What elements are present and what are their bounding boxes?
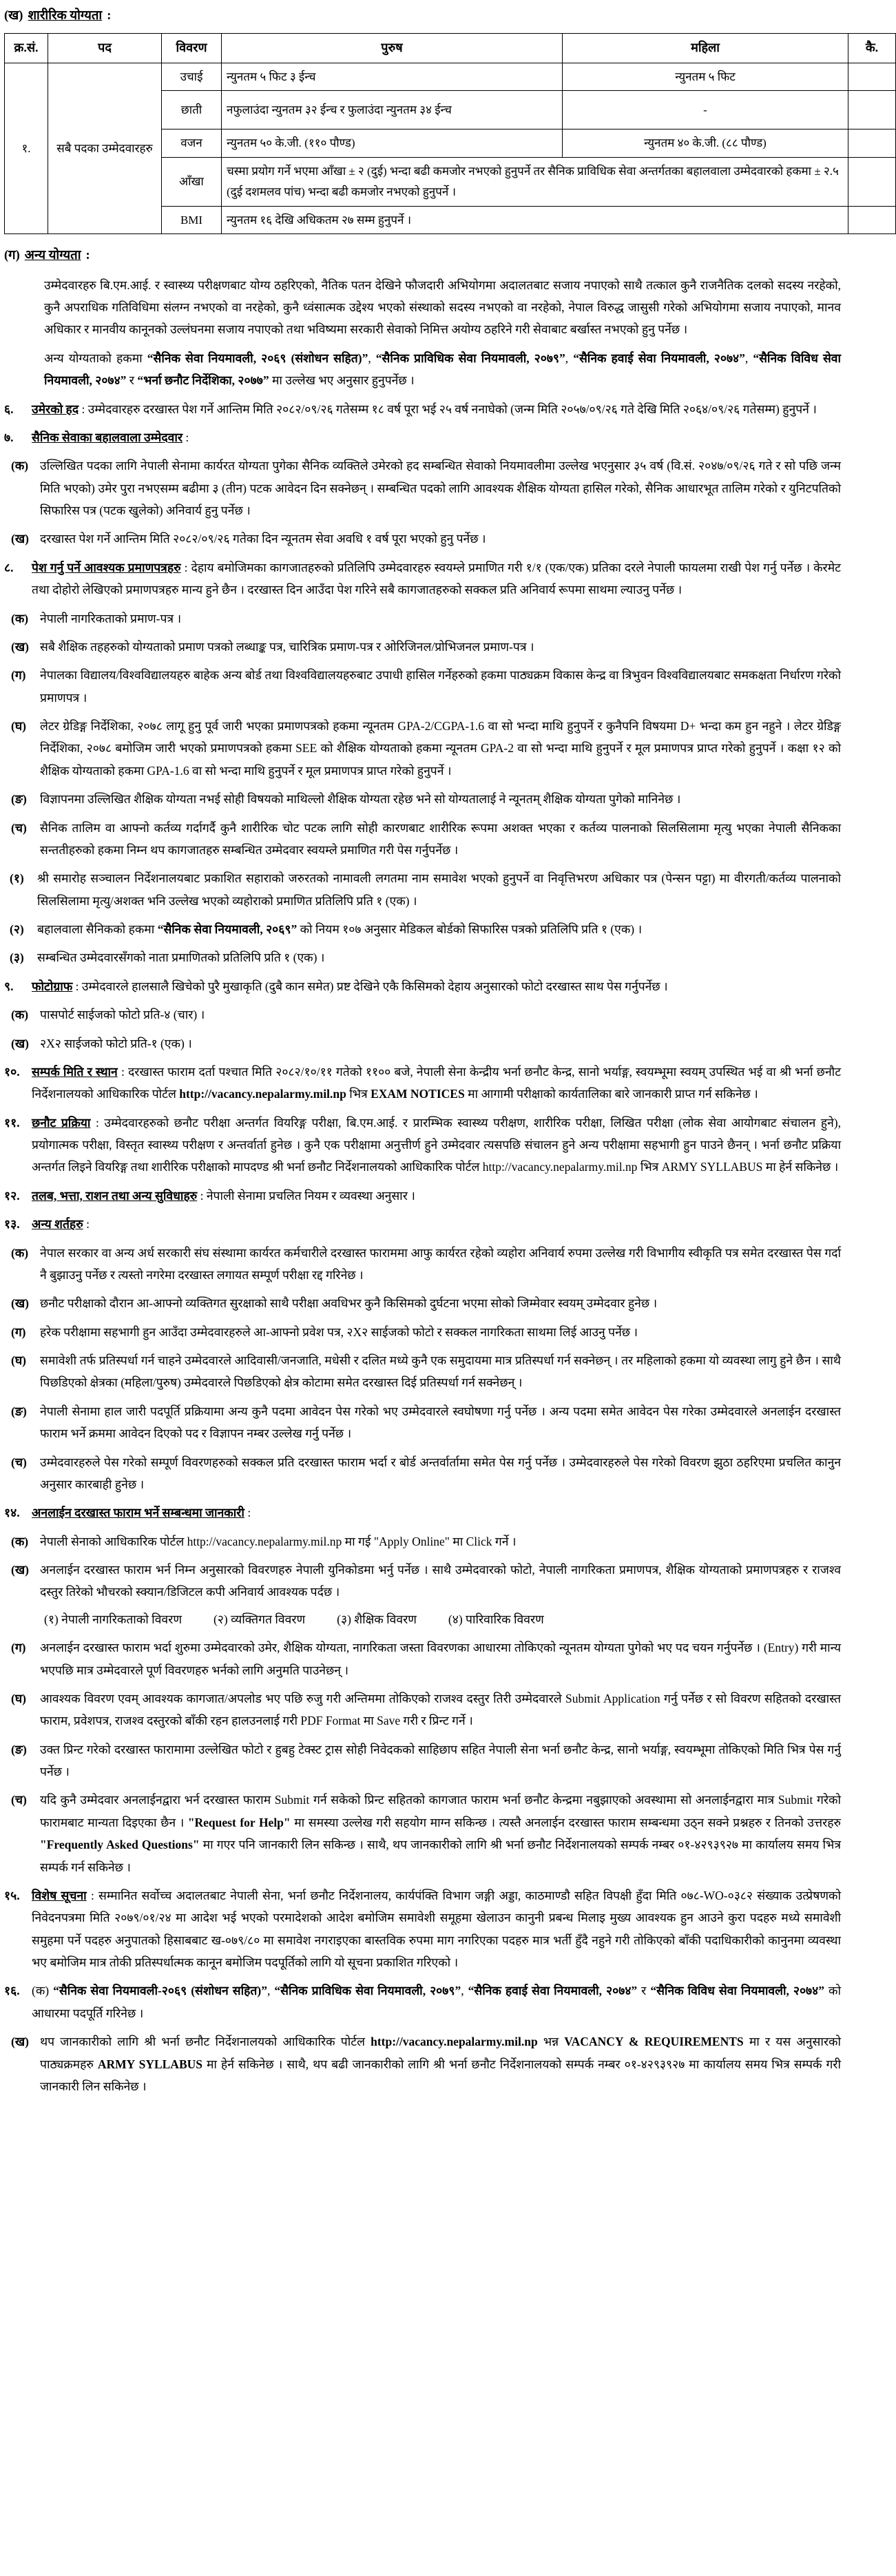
rule-prabidhik-2079: “सैनिक प्राविधिक सेवा नियमावली, २०७९” (375, 351, 565, 365)
section-title-other-qual: अन्य योग्यता (24, 249, 81, 263)
item-14-detail-list (44, 1608, 841, 1630)
cell-female-weight: न्युनतम ४० के.जी. (८८ पौण्ड) (563, 129, 848, 158)
item-14-sub-nga-text: उक्त प्रिन्ट गरेको दरखास्त फारामामा उल्लेखित फोटो र हुबहु टेक्स्ट ट्रास सोही निवेदकको साहिछाप सहित नेपाली सेना भर्ना छनौट केन्द्र, सानो भर्याङ्ग, स्वयम्भूमा तोकिएको मिति भित्र पेस गर्नु पर्नेछ । (40, 1742, 841, 1779)
section-heading-physical (4, 4, 841, 28)
item-15-colon: : (90, 1888, 94, 1902)
item-16-kha-pre: थप जानकारीको लागि श्री भर्ना छनौट निर्देशनालयको आधिकारिक पोर्टल (40, 2035, 371, 2049)
item-13-sub-nga-text: नेपाली सेनामा हाल जारी पदपूर्ति प्रक्रियामा अन्य कुनै पदमा आवेदन पेस गरेको भए उम्मेदवारले स्वघोषणा गर्नु पर्नेछ । अन्य पदमा समेत आवेदन पेस गरेका उम्मेदवारले अनलाईन दरखास्त फाराम भर्ने क्रममा आवेदन दिएको पद र विज्ञापन नम्बर उल्लेख गर्नु पर्नेछ । (40, 1404, 841, 1441)
item-10-text-1: दरखास्त फाराम दर्ता पश्चात मिति २०८२/१०/११ गतेको ११०० बजे, नेपाली सेना केन्द्रीय भर्ना छनौट केन्द्र, सानो भर्याङ्ग, स्वयम्भूमा स्वयम् उपस्थित भई वा श्री भर्ना छनौट निर्देशनालयको आधिकारिक पोर्टल (32, 1064, 842, 1101)
item-10-colon: : (121, 1064, 125, 1079)
item-11-colon: : (95, 1115, 99, 1130)
rule16-bibidh: “सैनिक विविध सेवा नियमावली, २०७४” (650, 1984, 825, 1998)
item-8-sub-ga-label: (ग) (11, 668, 26, 683)
item-8-subsub-3 (0, 946, 841, 968)
faq-label[interactable]: "Frequently Asked Questions" (40, 1838, 200, 1852)
item-11-title: छनौट प्रक्रिया (32, 1115, 91, 1130)
cell-bmi-text: न्युनतम १६ देखि अधिकतम २७ सम्म हुनुपर्ने । (222, 206, 848, 234)
item-10-text-3: मा आगामी परीक्षाको कार्यतालिका बारे जानकारी प्राप्त गर्न सकिनेछ । (464, 1087, 758, 1101)
cell-eyes-text: चस्मा प्रयोग गर्ने भएमा आँखा ± २ (दुई) भन्दा बढी कमजोर नभएको हुनुपर्ने तर सैनिक प्राविधिक सेवा अन्तर्गतका बहालवाला उम्मेदवारको हकमा ± २.५ (दुई दशमलव पांच) भन्दा बढी कमजोर नभएको हुनुपर्ने । (222, 158, 848, 207)
item-7-number: ७. (4, 430, 14, 444)
r16-sep1: , (267, 1984, 275, 1998)
item-8-subsub-1-label: (१) (10, 871, 24, 886)
item-11-number: ११. (4, 1115, 20, 1130)
item-10-body (32, 1061, 841, 1105)
item-8-sub-ka (0, 607, 841, 630)
item-7-serving-candidates (0, 426, 841, 448)
section-colon-ga: : (85, 249, 90, 263)
para2-post: मा उल्लेख भए अनुसार हुनुपर्नेछ । (269, 373, 415, 388)
item-13-sub-kha (0, 1292, 841, 1314)
section-label-kha: (ख) (4, 9, 23, 23)
item-8-lead: देहाय बमोजिमका कागजातहरुको प्रतिलिपि उम्मेदवारहरु स्वयम्ले प्रमाणित गरी १/१ (एक/एक) प्रतिका दरले नेपाली फायलमा राखी पेश गर्नु पर्नेछ । केरमेट तथा दोहोरो लेखिएको प्रमाणपत्रहरु मान्य हुने छैन । दरखास्त दिन आउँदा पेश गरिने सबै कागजातहरुको सक्कल प्रति अनिवार्य रूपमा साथमा ल्याउनु पर्नेछ । (32, 560, 841, 597)
item-6-number: ६. (4, 402, 14, 416)
item-15-number: १५. (4, 1888, 20, 1902)
detail-personal: (२) व्यक्तिगत विवरण (213, 1612, 306, 1626)
r16-sep3: र (637, 1984, 651, 1998)
item-16-number: १६. (4, 1984, 20, 1998)
request-for-help-label[interactable]: "Request for Help" (187, 1815, 291, 1829)
cell-desc-height: उचाई (162, 63, 222, 91)
item-9-sub-kha (0, 1032, 841, 1055)
item-12-colon: : (200, 1188, 204, 1203)
item-7-sub-kha-label: (ख) (11, 532, 29, 546)
sep4: र (126, 373, 138, 388)
cell-female-chest: - (563, 91, 848, 129)
item-8-sub-kha-text: सबै शैक्षिक तहहरुको योग्यताको प्रमाण पत्रको लब्धाङ्क पत्र, चारित्रिक प्रमाण-पत्र र ओरिजिनल/प्रोभिजनल प्रमाण-पत्र । (40, 639, 534, 654)
item-6-colon: : (81, 402, 85, 416)
item-14-sub-nga-label: (ङ) (11, 1742, 27, 1756)
item-8-sub-ka-text: नेपाली नागरिकताको प्रमाण-पत्र । (40, 611, 182, 625)
item-14-online-application (0, 1502, 841, 1524)
rule16-hawai: “सैनिक हवाई सेवा नियमावली, २०७४” (468, 1984, 638, 1998)
item-14-number: १४. (4, 1506, 20, 1520)
section-colon: : (107, 9, 112, 23)
cell-desc-bmi: BMI (162, 206, 222, 234)
detail-citizenship: (१) नेपाली नागरिकताको विवरण (44, 1612, 182, 1626)
item-14-body (32, 1502, 841, 1524)
item-12-body (32, 1185, 841, 1207)
item-10-text-2: भित्र (346, 1087, 371, 1101)
cell-remark-chest (848, 91, 896, 129)
rule-sainik-sewa-2069: “सैनिक सेवा नियमावली, २०६९ (संशोधन सहित)” (147, 351, 368, 365)
item-9-lead: उम्मेदवारले हालसालै खिचेको पुरै मुखाकृति (दुबै कान समेत) प्रष्ट देखिने एकै किसिमको देहाय अनुसारको फोटो दरखास्त साथ पेस गर्नुपर्नेछ । (81, 979, 668, 993)
item-8-subsub-2-label: (२) (10, 922, 24, 937)
item-12-salary-benefits (0, 1185, 841, 1207)
item-13-sub-cha-label: (च) (11, 1455, 27, 1469)
item-8-sub-gha (0, 715, 841, 782)
item-13-sub-gha-text: समावेशी तर्फ प्रतिस्पर्धा गर्न चाहने उम्मेदवारले आदिवासी/जनजाति, मधेसी र दलित मध्ये कुनै एक समुदायमा मात्र प्रतिस्पर्धा गर्न सक्नेछन् । तर महिलाको हकमा यो व्यवस्था लागु हुने छैन । साथै पिछडिएको क्षेत्रका (महिला/पुरुष) उम्मेदवारले पिछडिएको क्षेत्र कोटामा समेत दरखास्त दिई प्रतिस्पर्धा गर्न सक्नेछन् । (40, 1353, 841, 1390)
item-14-cha-post: मा समस्या उल्लेख गरी सहयोग माग्न सकिन्छ । त्यस्तै अनलाईन दरखास्त फाराम सम्बन्धमा उठ्न सक्ने प्रश्नहरु र तिनको उत्तरहरु (290, 1815, 841, 1829)
cell-serial: १. (5, 63, 48, 234)
section-title-physical: शारीरिक योग्यता (28, 9, 103, 23)
cell-remark-weight (848, 129, 896, 158)
item-13-sub-nga-label: (ङ) (11, 1404, 27, 1418)
vacancy-portal-url-3[interactable]: http://vacancy.nepalarmy.mil.np (187, 1534, 342, 1548)
cell-female-height: न्युनतम ५ फिट (563, 63, 848, 91)
army-syllabus-label-2: ARMY SYLLABUS (97, 2057, 202, 2071)
vacancy-requirements-label: VACANCY & REQUIREMENTS (564, 2035, 744, 2049)
detail-family: (४) पारिवारिक विवरण (448, 1612, 544, 1626)
item-7-body (32, 426, 841, 448)
item-13-sub-kha-label: (ख) (11, 1296, 29, 1311)
item-10-title: सम्पर्क मिति र स्थान (32, 1064, 118, 1079)
item-8-body (32, 557, 841, 601)
item-10-contact-date-place (0, 1061, 841, 1105)
rule-bharna-chhanaut-2077: “भर्ना छनौट निर्देशिका, २०७७” (137, 373, 269, 388)
item-8-sub-nga (0, 788, 841, 810)
item-9-photograph (0, 975, 841, 997)
header-description: विवरण (162, 34, 222, 63)
item-16-kha-mid2: मा र यस अनुसारको पाठ्यक्रमहरु (40, 2035, 841, 2071)
cell-desc-chest: छाती (162, 91, 222, 129)
item-8-subsub-2-text (37, 918, 841, 940)
item-8-colon: : (184, 560, 188, 574)
item-12-title: तलब, भत्ता, राशन तथा अन्य सुविधाहरु (32, 1188, 198, 1203)
item-13-sub-gha (0, 1349, 841, 1394)
vacancy-portal-url-4[interactable]: http://vacancy.nepalarmy.mil.np (371, 2035, 538, 2049)
item-11-body (32, 1112, 841, 1178)
r16-sep2: , (461, 1984, 468, 1998)
item-12-number: १२. (4, 1188, 20, 1203)
header-post: पद (48, 34, 162, 63)
item-14-colon: : (247, 1506, 251, 1520)
item-9-number: ९. (4, 979, 14, 993)
item-16-kha-post: मा हेर्न सकिनेछ । साथै, थप बढी जानकारीको लागि श्री भर्ना छनौट निर्देशनालयको सम्पर्क नम्बर ०१-४२९३९२७ मा कार्यालय समय भित्र सम्पर्क गरी जानकारी लिन सकिनेछ । (40, 2057, 841, 2093)
subsub2-pre: बहालवाला सैनिकको हकमा (37, 922, 158, 937)
item-14-sub-ga (0, 1637, 841, 1681)
header-female: महिला (563, 34, 848, 63)
item-8-sub-ka-label: (क) (11, 611, 29, 625)
item-14-sub-gha-label: (घ) (11, 1691, 26, 1705)
item-14-sub-cha-text (40, 1789, 841, 1878)
item-14-sub-kha-text: अनलाईन दरखास्त फाराम भर्न निम्न अनुसारको विवरणहरु नेपाली युनिकोडमा भर्नु पर्नेछ । साथै उम्मेदवारको फोटो, नेपाली नागरिकता प्रमाणपत्र, शैक्षिक योग्यताको प्रमाणपत्रहरु र राजश्व दस्तुर तिरेको भौचरको स्क्यान/डिजिटल कपी अनिवार्य आवश्यक पर्दछ । (40, 1563, 841, 1599)
item-9-body (32, 975, 841, 997)
item-8-title: पेश गर्नु पर्ने आवश्यक प्रमाणपत्रहरु (32, 560, 181, 574)
item-14-sub-ga-label: (ग) (11, 1641, 26, 1655)
header-remarks: कै. (848, 34, 896, 63)
rule-sainik-sewa-2069-ref: “सैनिक सेवा नियमावली, २०६९” (157, 922, 298, 937)
item-16-kha-mid: भन्न (537, 2035, 565, 2049)
item-12-text: नेपाली सेनामा प्रचलित नियम र व्यवस्था अनुसार । (206, 1188, 415, 1203)
item-8-sub-kha-label: (ख) (11, 639, 29, 654)
sep3: , (744, 351, 753, 365)
item-14-title: अनलाईन दरखास्त फाराम भर्ने सम्बन्धमा जानकारी (32, 1506, 244, 1520)
item-14-sub-cha-label: (च) (11, 1793, 27, 1807)
item-8-sub-ga (0, 664, 841, 709)
physical-requirements-table (4, 33, 896, 234)
item-8-subsub-1 (0, 867, 841, 912)
item-14-sub-gha (0, 1687, 841, 1732)
item-15-body (32, 1884, 841, 1974)
item-6-age-limit (0, 398, 841, 420)
item-8-number: ८. (4, 560, 14, 574)
item-9-sub-kha-text: २X२ साईजको फोटो प्रति-१ (एक) । (40, 1036, 192, 1050)
vacancy-portal-url-2[interactable]: http://vacancy.nepalarmy.mil.np (482, 1160, 638, 1174)
header-serial: क्र.सं. (5, 34, 48, 63)
item-14-ka-pre: नेपाली सेनाको आधिकारिक पोर्टल (40, 1534, 187, 1548)
item-7-sub-kha (0, 528, 841, 550)
item-11-text-2: भित्र (637, 1160, 662, 1174)
item-9-sub-ka-text: पासपोर्ट साईजको फोटो प्रति-४ (चार) । (40, 1008, 205, 1022)
cell-desc-eyes: आँखा (162, 158, 222, 207)
section-heading-other-qual (4, 244, 841, 267)
item-13-body (32, 1213, 841, 1235)
item-8-sub-gha-label: (घ) (11, 719, 26, 734)
item-15-text: सम्मानित सर्वोच्च अदालतबाट नेपाली सेना, भर्ना छनौट निर्देशनालय, कार्यपंक्ति विभाग जङ्गी अड्डा, काठमाण्डौ सहित विपक्षी हुँदा मिति ०७८-WO-०३८२ संख्याक उत्प्रेषणको निवेदनपत्रमा मिति २०७९/०१/२४ मा आदेश भई भएको परमादेशको आदेश बमोजिम समावेशी समूहमा खेलाउन कानुनी प्रबन्ध मिलाइ मुख्य आवश्यक हुन आउने कुरा पदहरु मध्ये समावेशी समुहमा पर्ने पदहरु अनुपातको हिसाबबाट ख-०७९/८० मा समावेश नगराइएका बास्तविक रुपमा माग नगरिएका पदहरु मात्र भर्ती हुँदै नहुने गरी तोकिएको बाँकी पदाधिकारीको कानुनमा व्यवस्था भए बमोजिम मात्र तोकी प्रतिस्पर्धात्मक कानून बमोजिम पदपूर्तिको लागि यो सूचना प्रकाशित गरिएको । (32, 1888, 842, 1970)
exam-notices-label: EXAM NOTICES (371, 1087, 465, 1101)
item-13-title: अन्य शर्तहरु (32, 1217, 83, 1232)
item-13-sub-cha-text: उम्मेदवारहरुले पेस गरेको सम्पूर्ण विवरणहरुको सक्कल प्रति दरखास्त फाराम भर्दा र बोर्ड अन्तर्वार्तामा समेत पेस गर्नु पर्नेछ । उम्मेदवारहरुले पेस गरेको विवरण झुठा ठहरिएमा प्रचलित कानुन अनुसार कारबाही हुनेछ । (40, 1455, 841, 1491)
item-16-sub-kha-text (40, 2030, 841, 2097)
rule-hawai-2074: “सैनिक हवाई सेवा नियमावली, २०७४” (573, 351, 745, 365)
item-14-sub-ga-text: अनलाईन दरखास्त फाराम भर्दा शुरुमा उम्मेदवारको उमेर, शैक्षिक योग्यता, नागरिकता जस्ता विवरणका आधारमा तोकिएको न्यूनतम योग्यता पुगेको भए पद चयन गर्नुपर्नेछ । (Entry) गरी मान्य भएपछि मात्र उम्मेदवारले पूर्ण विवरणहरु भर्नको लागि अनुमति पाउनेछन् । (40, 1641, 841, 1677)
cell-post: सबै पदका उम्मेदवारहरु (48, 63, 162, 234)
item-7-sub-kha-text: दरखास्त पेश गर्ने आन्तिम मिति २०८२/०९/२६ गतेका दिन न्यूनतम सेवा अवधि १ वर्ष पूरा भएको हुनु पर्नेछ । (40, 532, 486, 546)
item-11-text-1: उम्मेदवारहरुको छनौट परीक्षा अन्तर्गत वियरिङ्ग परीक्षा, बि.एम.आई. र प्रारम्भिक स्वास्थ्य परीक्षण, शारीरिक परीक्षा, लिखित परीक्षा (लोक सेवा आयोगबाट संचालन हुने), प्रयोगात्मक परीक्षा, विस्तृत स्वास्थ्य परीक्षण र अन्तर्वार्ता हुनेछ । कुनै एक परीक्षामा अनुत्तीर्ण हुने उम्मेदवार त्यसपछि संचालन हुने अन्य परीक्षामा सहभागी हुन पाउने छैनन् । भर्ना छनौट प्रक्रिया अन्तर्गत लिइने वियरिङ्ग तथा शारीरिक परीक्षाको मापदण्ड श्री भर्ना छनौट निर्देशनालयको आधिकारिक पोर्टल (32, 1115, 842, 1174)
item-7-sub-ka-text: उल्लिखित पदका लागि नेपाली सेनामा कार्यरत योग्यता पुगेका सैनिक व्यक्तिले उमेरको हद सम्बन्धित सेवाको नियमावलीमा उल्लेख भएनुसार ३५ वर्ष (वि.सं. २०४७/०९/२६ गते र सो पछि जन्म मिति भएको) उमेर पुरा नभएसम्म बढीमा ३ (तीन) पटक आवेदन दिन सक्नेछन् । सम्बन्धित पदको लागि आवश्यक शैक्षिक योग्यता हासिल गरेको, सैनिक आधारभूत तालिम गरेको र युनिटपतिको सिफारिस पत्र (पटक खुलेको) अनिवार्य हुनु पर्नेछ । (40, 459, 841, 518)
item-13-sub-ga-text: हरेक परीक्षामा सहभागी हुन आउँदा उम्मेदवारहरुले आ-आफ्नो प्रवेश पत्र, २X२ साईजको फोटो र सक्कल नागरिकता साथमा लिई आउनु पर्नेछ । (40, 1325, 638, 1339)
sep2: , (565, 351, 574, 365)
item-14-sub-ka (0, 1530, 841, 1552)
item-8-subsub-2 (0, 918, 841, 940)
rule-bibidh-2074: “सैनिक विविध सेवा नियमावली, २०७४” (44, 351, 842, 388)
item-11-selection-process (0, 1112, 841, 1178)
cell-male-weight: न्युनतम ५० के.जी. (११० पौण्ड) (222, 129, 563, 158)
item-9-colon: : (75, 979, 79, 993)
item-9-title: फोटोग्राफ (32, 979, 73, 993)
sep1: , (368, 351, 376, 365)
item-8-subsub-1-text: श्री समारोह सञ्चालन निर्देशनालयबाट प्रकाशित सहाराको जरुरतको नामावली लगतमा नाम समावेश भएको हुनुपर्ने वा निवृत्तिभरण अधिकार पत्र (पेन्सन पट्टा) मा वीरगती/कर्तव्य पालनाको सिलसिलामा मृत्यु/अशक्त भनि उल्लेख भएको व्यहोराको प्रमाणित प्रतिलिपि प्रति १ (एक) । (37, 871, 841, 908)
item-16-sub-kha (0, 2030, 841, 2097)
item-9-sub-ka-label: (क) (11, 1008, 29, 1022)
cell-desc-weight: वजन (162, 129, 222, 158)
item-14-sub-kha (0, 1559, 841, 1603)
item-13-sub-nga (0, 1400, 841, 1445)
para2-pre: अन्य योग्यताको हकमा (44, 351, 147, 365)
cell-remark-eyes (848, 158, 896, 207)
section-label-ga: (ग) (4, 249, 20, 263)
item-16-sub-ka-label: (क) (32, 1984, 50, 1998)
item-16-sub-kha-label: (ख) (11, 2035, 29, 2049)
cell-remark-bmi (848, 206, 896, 234)
item-13-other-conditions (0, 1213, 841, 1235)
item-6-body (32, 398, 841, 420)
item-7-sub-ka-label: (क) (11, 459, 29, 473)
item-14-sub-kha-label: (ख) (11, 1563, 29, 1577)
item-13-number: १३. (4, 1217, 20, 1232)
rule16-sainik-sewa: “सैनिक सेवा नियमावली-२०६९ (संशोधन सहित)” (53, 1984, 267, 1998)
item-13-sub-ka (0, 1242, 841, 1287)
item-8-sub-ga-text: नेपालका विद्यालय/विश्वविद्यालयहरु बाहेक अन्य बोर्ड तथा विश्वविद्यालयहरुबाट उपाधी हासिल गर्नेहरुको हकमा पाठ्यक्रम विकास केन्द्र वा त्रिभुवन विश्वविद्यालयबाट समकक्षता निर्धारण गरेको प्रमाणपत्र । (40, 668, 841, 705)
item-14-sub-cha (0, 1789, 841, 1878)
item-11-text-3: मा हेर्न सकिनेछ । (762, 1160, 839, 1174)
other-qualification-para-1: उम्मेदवारहरु बि.एम.आई. र स्वास्थ्य परीक्षणबाट योग्य ठहरिएको, नैतिक पतन देखिने फौजदारी अभियोगमा अदालतबाट सजाय नपाएको साथै तत्काल कुनै राजनैतिक दलको सदस्य नरहेको, कुनै अपराधिक गतिविधिमा संलग्न नभएको वा नरहेको, कुनै ध्वंसात्मक उद्देश्य भएको संस्थाको सदस्य नभएको वा नरहेको, नेपाल विरुद्ध जासुसी गरेको अभियोगमा सजाय नपाएको, मानव अधिकार र मानवीय कानूनको उल्लंघनमा सजाय नपाएको तथा भविष्यमा सरकारी सेवाको निमित्त अयोग्य ठहरिने गरी सेवाबाट बर्खास्त नभएको हुनु पर्नेछ । (44, 278, 841, 337)
item-13-sub-ga-label: (ग) (11, 1325, 26, 1339)
item-13-sub-gha-label: (घ) (11, 1353, 26, 1368)
vacancy-portal-url[interactable]: http://vacancy.nepalarmy.mil.np (179, 1087, 346, 1101)
item-8-sub-nga-text: विज्ञापनमा उल्लिखित शैक्षिक योग्यता नभई सोही विषयको माथिल्लो शैक्षिक योग्यता रहेछ भने सो योग्यतालाई ने न्यूनतम् शैक्षिक योग्यता पुगेको मानिनेछ । (40, 792, 681, 807)
rule16-prabidhik: “सैनिक प्राविधिक सेवा नियमावली, २०७९” (274, 1984, 461, 1998)
item-7-sub-ka (0, 455, 841, 521)
item-15-special-notice (0, 1884, 841, 1974)
cell-remark-height (848, 63, 896, 91)
item-13-colon: : (86, 1217, 90, 1232)
item-7-colon: : (185, 430, 189, 444)
item-8-subsub-3-text: सम्बन्धित उम्मेदवारसँगको नाता प्रमाणितको प्रतिलिपि प्रति १ (एक) । (37, 951, 325, 965)
item-8-sub-cha-text: सैनिक तालिम वा आफ्नो कर्तव्य गर्दागर्दै कुनै शारीरिक चोट पटक लागि सोही कारणबाट शारीरिक रूपमा अशक्त भएका र कर्तव्य पालनाको सिलसिलामा मृत्यु भएका नेपाली सैनिकका सन्ततीहरुको हकमा निम्न थप कागजातहरु सम्बन्धित उम्मेदवार स्वयम्ले प्रमाणित गरी पेस गर्नुपर्नेछ । (40, 820, 841, 857)
item-14-sub-ka-label: (क) (11, 1534, 29, 1548)
item-8-sub-kha (0, 636, 841, 658)
item-16-rules-reference (0, 1980, 841, 2024)
item-15-title: विशेष सूचना (32, 1888, 87, 1902)
item-8-required-documents (0, 557, 841, 601)
item-8-sub-cha (0, 817, 841, 862)
item-13-sub-kha-text: छनौट परीक्षाको दौरान आ-आफ्नो व्यक्तिगत सुरक्षाको साथै परीक्षा अवधिभर कुनै किसिमको दुर्घटना भएमा सोको जिम्मेवार स्वयम् उम्मेदवार हुनेछ । (40, 1296, 658, 1311)
item-8-sub-nga-label: (ङ) (11, 792, 27, 807)
item-8-sub-gha-text: लेटर ग्रेडिङ्ग निर्देशिका, २०७८ लागू हुनु पूर्व जारी भएका प्रमाणपत्रको हकमा न्यूनतम GPA-2/CGPA-1.6 वा सो भन्दा माथि हुनुपर्ने र कुनैपनि विषयमा D+ भन्दा कम हुन नहुने । लेटर ग्रेडिङ्ग निर्देशिका, २०७८ बमोजिम जारी भएको प्रमाणपत्रको हकमा SEE को शैक्षिक योग्यताको हकमा न्यूनतम GPA-2 वा सो भन्दा माथि हुनुपर्ने र मूल प्रमाणपत्र प्राप्त गरेको हुनुपर्ने । कक्षा १२ को शैक्षिक योग्यताको हकमा GPA-1.6 वा सो भन्दा माथि हुनुपर्ने र मूल प्रमाणपत्र प्राप्त गरेको हुनुपर्ने । (40, 719, 841, 778)
item-9-sub-ka (0, 1004, 841, 1026)
item-16-body (32, 1980, 841, 2024)
other-qualification-para-2 (44, 347, 841, 392)
item-9-sub-kha-label: (ख) (11, 1036, 29, 1050)
item-7-title: सैनिक सेवाका बहालवाला उम्मेदवार (32, 430, 183, 444)
item-16-ka-post: को आधारमा पदपूर्ति गरिनेछ । (32, 1984, 841, 2020)
header-male: पुरुष (222, 34, 563, 63)
item-14-ka-post: मा गई "Apply Online" मा Click गर्ने । (342, 1534, 517, 1548)
table-header-row (5, 34, 896, 63)
item-14-sub-gha-text: आवश्यक विवरण एवम् आवश्यक कागजात/अपलोड भए पछि रुजु गरी अन्तिममा तोकिएको राजश्व दस्तुर तिरी उम्मेदवारले Submit Application गर्नु पर्नेछ र सो विवरण सहितको दरखास्त फाराम, प्रवेशपत्र, राजश्व दस्तुरको बाँकी रहन हालउनलाई गरी PDF Format मा Save गरी र प्रिन्ट गर्ने । (40, 1691, 841, 1728)
cell-male-chest: नफुलाउंदा न्युनतम ३२ ईन्च र फुलाउंदा न्युनतम ३४ ईन्च (222, 91, 563, 129)
item-13-sub-ga (0, 1321, 841, 1343)
item-13-sub-ka-label: (क) (11, 1245, 29, 1260)
item-8-sub-cha-label: (च) (11, 820, 27, 835)
item-13-sub-cha (0, 1451, 841, 1496)
army-syllabus-label: ARMY SYLLABUS (661, 1160, 763, 1174)
item-10-number: १०. (4, 1064, 20, 1079)
cell-male-height: न्युनतम ५ फिट ३ ईन्च (222, 63, 563, 91)
item-6-title: उमेरको हद (32, 402, 79, 416)
item-6-text: उम्मेदवारहरु दरखास्त पेश गर्ने आन्तिम मिति २०८२/०९/२६ गतेसम्म १८ वर्ष पूरा भई २५ वर्ष ननाघेको (जन्म मिति २०५७/०९/२६ गते देखि मिति २०६४/०९/२६ गतेसम्म) हुनुपर्ने । (87, 402, 817, 416)
item-14-cha-pre: यदि कुनै उम्मेदवार अनलाईनद्वारा भर्न दरखास्त फाराम Submit गर्न सकेको प्रिन्ट सहितको कागजात फाराम भर्ना छनौट केन्द्रमा नबुझाएको अवस्थामा सो अनलाईनद्वारा मात्र Submit गरेको फारामबाट मान्यता दिइएका छैन । (40, 1793, 841, 1829)
table-row (5, 63, 896, 91)
item-14-sub-nga (0, 1738, 841, 1783)
item-14-sub-ka-text (40, 1530, 841, 1552)
subsub2-post: को नियम १०७ अनुसार मेडिकल बोर्डको सिफारिस पत्रको प्रतिलिपि प्रति १ (एक) । (297, 922, 643, 937)
detail-education: (३) शैक्षिक विवरण (337, 1612, 417, 1626)
item-14-cha-post2: मा गएर पनि जानकारी लिन सकिन्छ । साथै, थप जानकारीको लागि श्री भर्ना छनौट निर्देशनालयको सम्पर्क नम्बर ०१-४२९३९२७ मा कार्यालय समय भित्र सम्पर्क गर्न सकिनेछ । (40, 1838, 841, 1874)
document-page (0, 4, 879, 2097)
item-8-subsub-3-label: (३) (10, 951, 24, 965)
item-13-sub-ka-text: नेपाल सरकार वा अन्य अर्ध सरकारी संघ संस्थामा कार्यरत कर्मचारीले दरखास्त फाराममा आफु कार्यरत रहेको व्यहोरा अनिवार्य रुपमा उल्लेख गरी विभागीय स्वीकृति पत्र समेत दरखास्त पेस गर्दा नै बुझाउनु पर्नेछ र त्यस्तो नगरेमा दरखास्त लगायत सम्पूर्ण परीक्षा रद्द गरिनेछ । (40, 1245, 841, 1282)
